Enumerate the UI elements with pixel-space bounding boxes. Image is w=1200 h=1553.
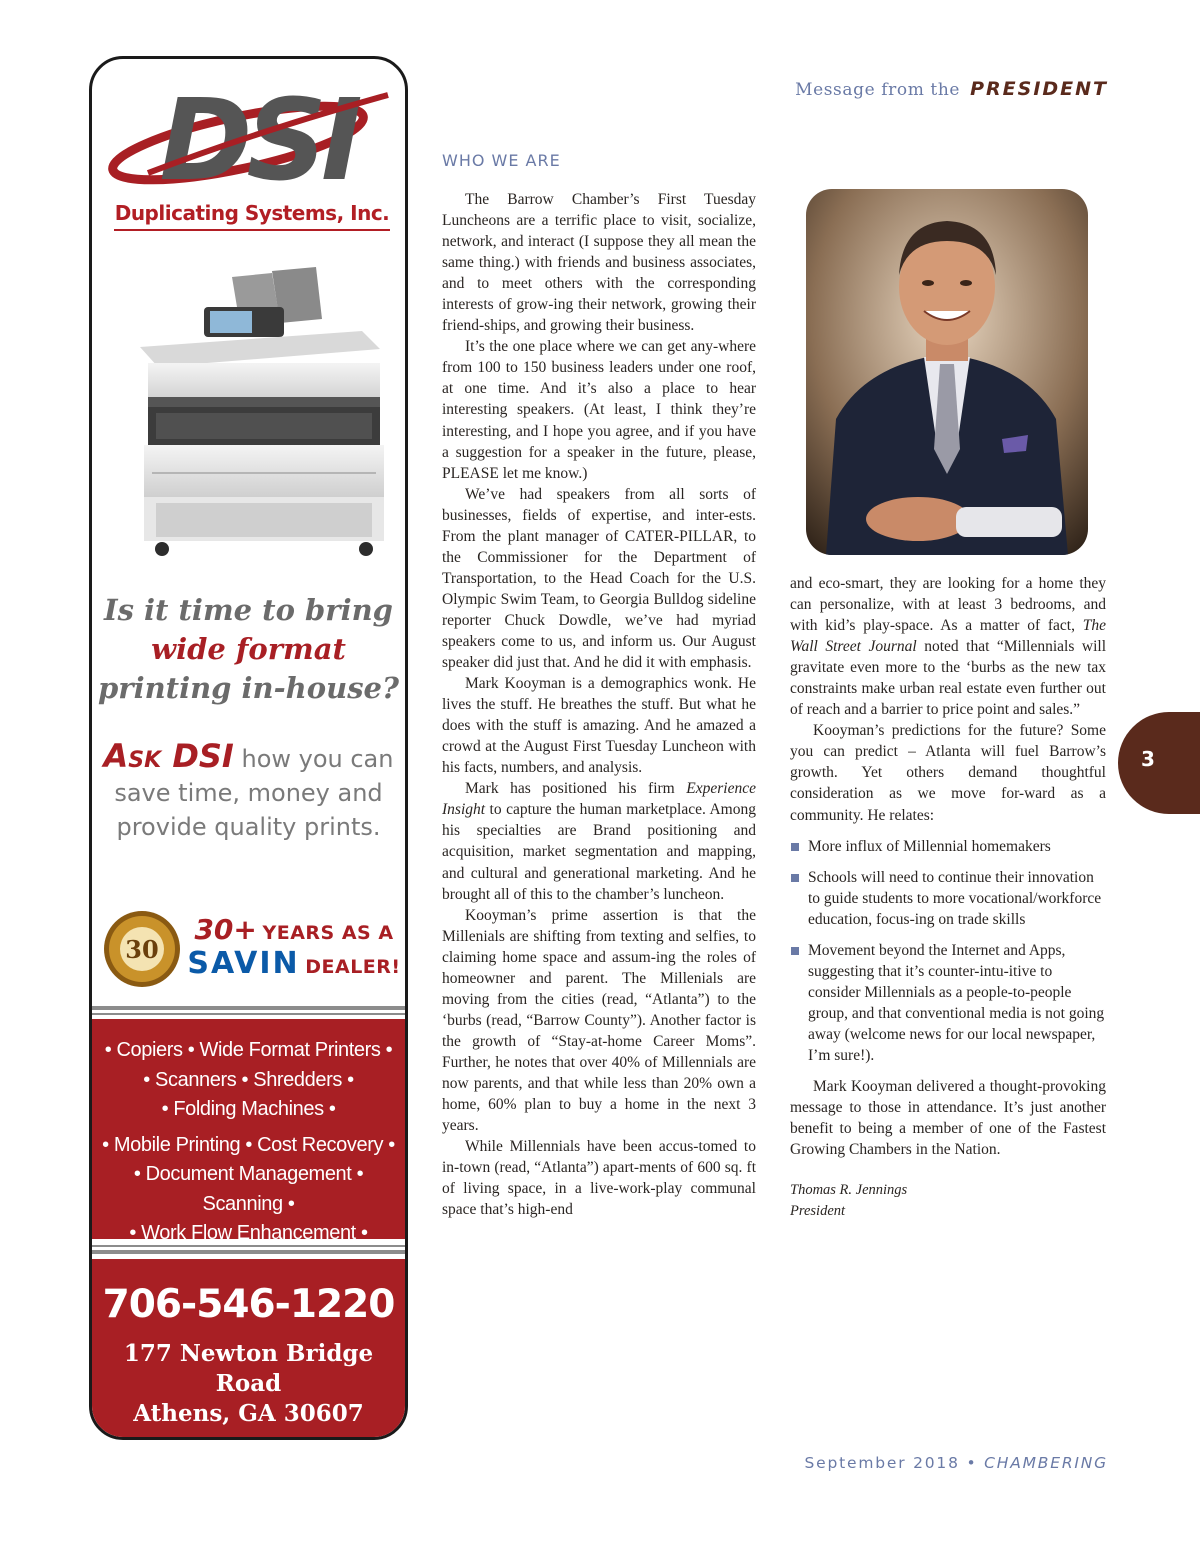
page-number-tab — [1118, 712, 1200, 814]
publication-name: The Wall Street Journal — [790, 617, 1107, 656]
running-header — [795, 78, 1108, 100]
years-as-dealer — [184, 915, 404, 983]
anniversary-seal-icon — [102, 909, 182, 989]
paragraph: and eco-smart, they are looking for a home they can personalize, with at least 3 bedrooms, and with kid’s play-space. As a matter of fact, The Wall Street Journal noted that “Millennials will gravitate even more to the ‘burbs as the new tax constraints make urban real estate even further out of reach and a barrier to price point and sales.” — [790, 575, 1107, 719]
president-portrait — [806, 189, 1088, 555]
article-column-2 — [790, 573, 1106, 1222]
address — [92, 1339, 405, 1429]
years-line-1: YEARS AS A — [262, 922, 394, 944]
years-number: 30+ — [194, 913, 257, 946]
divider — [92, 1006, 405, 1010]
signature — [790, 1180, 1106, 1222]
header-prefix: Message from the — [795, 80, 961, 100]
tagline-line-2: wide format — [151, 632, 346, 666]
section-title: WHO WE ARE — [442, 151, 561, 170]
dsi-logo — [108, 81, 392, 191]
paragraph: We’ve had speakers from all sorts of businesses, fields of expertise, and inter-ests. From the plant manager of CATER-PILLAR, to the Commissioner for the Department of Transportation, to the Head Coach for the U.S. Olympic Swim Team, to Georgia Bulldog sideline reporter Chuck Dowdle, we’ve had myriad speakers come to us, and inform us. Our August speaker did just that. And he did it with emphasis. — [442, 485, 756, 672]
header-emphasis: PRESIDENT — [970, 78, 1108, 100]
page-number: 3 — [1141, 747, 1155, 771]
divider — [92, 1250, 405, 1254]
dsi-logo-text: DSI — [159, 81, 357, 191]
list-item: More influx of Millennial homemakers — [790, 836, 1106, 857]
paragraph: Mark Kooyman is a demographics wonk. He lives the stuff. He breathes the stuff. But what he does with the stuff is amazing. And he amazed a crowd at the August First Tuesday Luncheon with his facts, numbers, and analysis. — [442, 675, 756, 777]
wide-format-printer-image — [122, 267, 386, 559]
address-city: Athens, GA 30607 — [133, 1400, 364, 1427]
paragraph: It’s the one place where we can get any-where from 100 to 150 business leaders under one roof, at one time. And it’s also a place to hear interesting speakers. (At least, I think they’re interesting, and I hope you agree, and if you have a suggestion for a speaker in the future, please, PLEASE let me know.) — [442, 338, 756, 482]
signature-title: President — [790, 1203, 846, 1220]
paragraph: The Barrow Chamber’s First Tuesday Luncheons are a terrific place to visit, socialize, network, and interact (I suppose they all mean the same thing.) with friends and business associates, and to meet others with the corresponding interests of grow-ing their network, growing their friend-ships, and growing their business. — [442, 191, 756, 335]
company-name: Duplicating Systems, Inc. — [114, 201, 390, 225]
footer-date: September 2018 • — [804, 1454, 978, 1472]
services-list — [92, 1019, 405, 1244]
divider — [92, 1013, 405, 1015]
paragraph: While Millennials have been accus-tomed to in-town (read, “Atlanta”) apart-ments of 600 sq. ft of living space, in a live-work-play communal space that’s high-end — [442, 1138, 756, 1219]
ad-tagline — [92, 591, 405, 708]
savin-brand: SAVIN — [187, 946, 300, 981]
list-item: Schools will need to continue their innovation to guide students to more vocational/workforce education, focus-ing on trade skills — [790, 867, 1106, 930]
footer-publication: CHAMBERING — [984, 1454, 1108, 1472]
services-line: • Mobile Printing • Cost Recovery • — [102, 1133, 395, 1156]
services-line: • Work Flow Enhancement • — [129, 1222, 368, 1244]
ask-dsi-rest: how you can save time, money and provide quality prints. — [114, 745, 394, 841]
running-footer — [805, 1454, 1109, 1472]
tagline-line-1: Is it time to bring — [104, 593, 393, 627]
services-line: • Document Management • Scanning • — [133, 1163, 364, 1215]
company-underline — [114, 229, 390, 231]
signature-name: Thomas R. Jennings — [790, 1182, 908, 1199]
tagline-line-3: printing in-house? — [98, 671, 399, 705]
paragraph: Kooyman’s prime assertion is that the Millenials are shifting from texting and selfies, to claiming home space and assum-ing the roles of homeowner and parent. The Millenials are moving from the cities (read, “Atlanta”) to the ‘burbs (read, “Barrow County”). Another factor is the growth of “Stay-at-home Career Moms”. Further, he notes that over 40% of Millennials are now parents, and that while less than 20% own a home, 60% plan to buy a home in the next 3 years. — [442, 906, 756, 1135]
ask-dsi-text — [92, 739, 405, 844]
divider — [92, 1245, 405, 1247]
firm-name: Experience Insight — [442, 780, 757, 819]
article-column-1 — [442, 189, 756, 1220]
ask-dsi-brand: Ask DSI — [103, 737, 234, 775]
services-line: • Scanners • Shredders • — [143, 1068, 354, 1091]
contact-block — [92, 1259, 405, 1440]
phone-number: 706-546-1220 — [102, 1282, 395, 1327]
services-line: • Folding Machines • — [161, 1098, 336, 1120]
services-line: • Copiers • Wide Format Printers • — [104, 1039, 393, 1061]
years-line-2: DEALER! — [305, 956, 401, 978]
seal-number: 30 — [125, 935, 159, 964]
paragraph: Kooyman’s predictions for the future? Some you can predict – Atlanta will fuel Barrow’s growth. Yet others demand thoughtful consideration as we move for-ward as a community. He relates: — [790, 722, 1106, 824]
predictions-list — [790, 836, 1106, 1066]
paragraph: Mark has positioned his firm Experience Insight to capture the human marketplace. Among his specialties are Brand positioning and acquisition, market segmentation and mapping, and cultural and generational marketing. And he brought all of this to the chamber’s luncheon. — [442, 780, 757, 903]
dsi-advertisement — [89, 56, 408, 1440]
list-item: Movement beyond the Internet and Apps, suggesting that it’s counter-intu-itive to consider Millennials as a people-to-people group, and that conventional media is not going away (welcome news for our local newspaper, I’m sure!). — [790, 940, 1106, 1066]
paragraph: Mark Kooyman delivered a thought-provoking message to those in attendance. It’s just another benefit to being a member of one of the Fastest Growing Chambers in the Nation. — [790, 1078, 1106, 1159]
address-street: 177 Newton Bridge Road — [123, 1340, 374, 1397]
